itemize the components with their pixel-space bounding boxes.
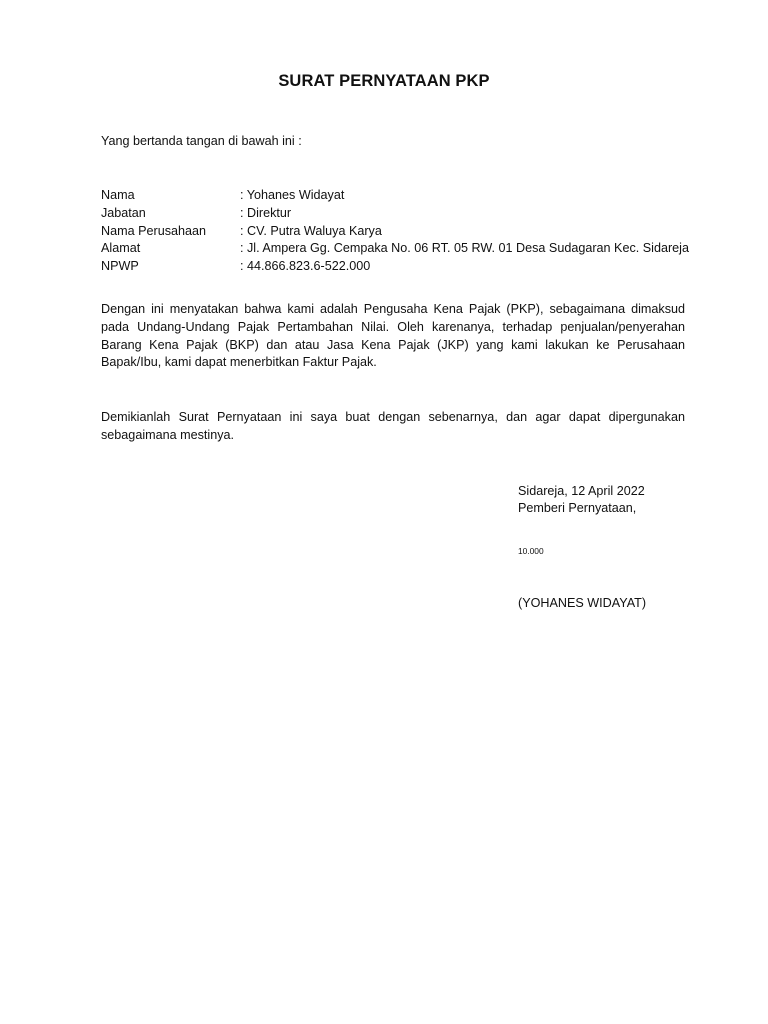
field-row-npwp bbox=[101, 258, 701, 276]
duty-stamp-text: 10.000 bbox=[518, 546, 544, 556]
field-label: Alamat bbox=[101, 241, 141, 256]
signatory-name: (YOHANES WIDAYAT) bbox=[518, 596, 647, 610]
identity-fields bbox=[101, 187, 701, 276]
field-value: : Direktur bbox=[240, 205, 292, 220]
document-title: SURAT PERNYATAAN PKP bbox=[278, 72, 490, 90]
signature-place-date: Sidareja, 12 April 2022 bbox=[518, 484, 645, 498]
field-value: : Yohanes Widayat bbox=[240, 188, 345, 202]
statement-paragraph: Dengan ini menyatakan bahwa kami adalah Pengusaha Kena Pajak (PKP), sebagaimana dimaksud pada Undang-Undang Pajak Pertambahan Nilai. Oleh karenanya, terhadap penjualan/penyerahan Barang Kena Pajak (BKP) dan atau Jasa Kena Pajak (JKP) yang kami lakukan ke Perusahaan Bapak/Ibu, kami dapat menerbitkan Faktur Pajak. bbox=[101, 302, 685, 370]
field-row-jabatan bbox=[101, 205, 701, 223]
closing-paragraph: Demikianlah Surat Pernyataan ini saya buat dengan sebenarnya, dan agar dapat dipergunakan sebagaimana mestinya. bbox=[101, 410, 685, 442]
field-value: : Jl. Ampera Gg. Cempaka No. 06 RT. 05 RW. 01 Desa Sudagaran Kec. Sidareja bbox=[240, 241, 689, 256]
field-label: NPWP bbox=[101, 259, 139, 274]
field-label: Jabatan bbox=[101, 205, 146, 220]
intro-text: Yang bertanda tangan di bawah ini : bbox=[101, 134, 302, 148]
field-label: Nama Perusahaan bbox=[101, 223, 207, 238]
field-value: : 44.866.823.6-522.000 bbox=[240, 259, 371, 274]
field-label: Nama bbox=[101, 188, 135, 202]
field-row-nama-perusahaan bbox=[101, 223, 701, 241]
signature-role: Pemberi Pernyataan, bbox=[518, 501, 637, 515]
field-row-alamat bbox=[101, 240, 701, 258]
field-value: : CV. Putra Waluya Karya bbox=[240, 223, 382, 238]
field-row-nama bbox=[101, 187, 701, 205]
